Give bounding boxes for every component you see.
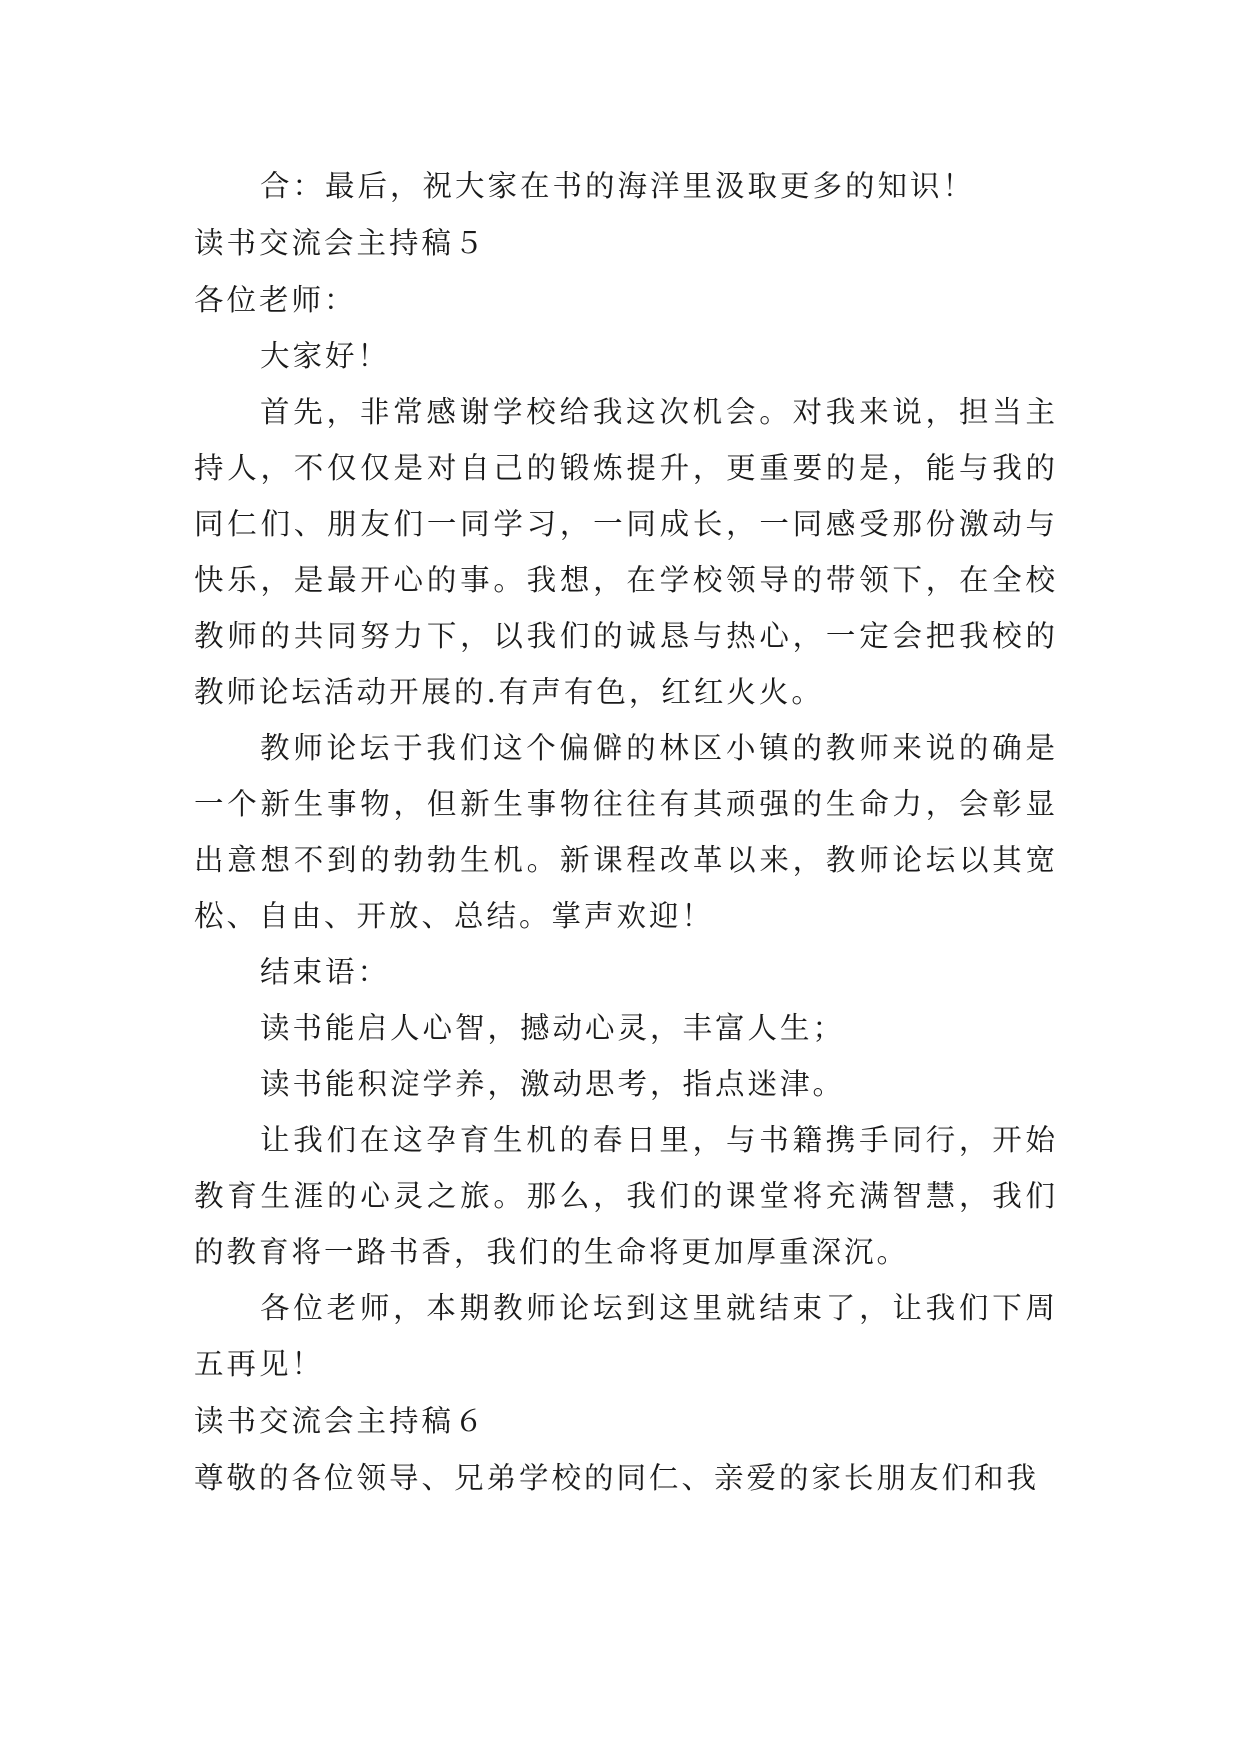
body-paragraph: 读书能积淀学养，激动思考，指点迷津。 bbox=[260, 1067, 846, 1101]
salutation-paragraph: 尊敬的各位领导、兄弟学校的同仁、亲爱的家长朋友们和我 bbox=[194, 1461, 1040, 1495]
section-heading-5: 读书交流会主持稿５ bbox=[194, 226, 487, 260]
greeting-paragraph: 大家好！ bbox=[260, 339, 391, 373]
conclusion-label-paragraph: 结束语： bbox=[260, 955, 391, 989]
body-paragraph: 教师论坛于我们这个偏僻的林区小镇的教师来说的确是一个新生事物，但新生事物往往有其顽强的生命力，会彰显出意想不到的勃勃生机。新课程改革以来，教师论坛以其宽松、自由、开放、总结。掌声欢迎！ bbox=[194, 731, 1058, 933]
closing-line-paragraph: 合：最后，祝大家在书的海洋里汲取更多的知识！ bbox=[260, 169, 976, 203]
salutation-paragraph: 各位老师： bbox=[194, 283, 357, 317]
body-paragraph: 首先，非常感谢学校给我这次机会。对我来说，担当主持人，不仅仅是对自己的锻炼提升，更重要的是，能与我的同仁们、朋友们一同学习，一同成长，一同感受那份激动与快乐，是最开心的事。我想，在学校领导的带领下，在全校教师的共同努力下，以我们的诚恳与热心，一定会把我校的教师论坛活动开展的.有声有色，红红火火。 bbox=[194, 395, 1058, 709]
body-paragraph: 各位老师，本期教师论坛到这里就结束了，让我们下周五再见！ bbox=[194, 1291, 1058, 1381]
section-heading-6: 读书交流会主持稿６ bbox=[194, 1404, 487, 1438]
body-paragraph: 让我们在这孕育生机的春日里，与书籍携手同行，开始教育生涯的心灵之旅。那么，我们的课堂将充满智慧，我们的教育将一路书香，我们的生命将更加厚重深沉。 bbox=[194, 1123, 1058, 1269]
document-body bbox=[194, 158, 1058, 1506]
body-paragraph: 读书能启人心智，撼动心灵，丰富人生； bbox=[260, 1011, 846, 1045]
